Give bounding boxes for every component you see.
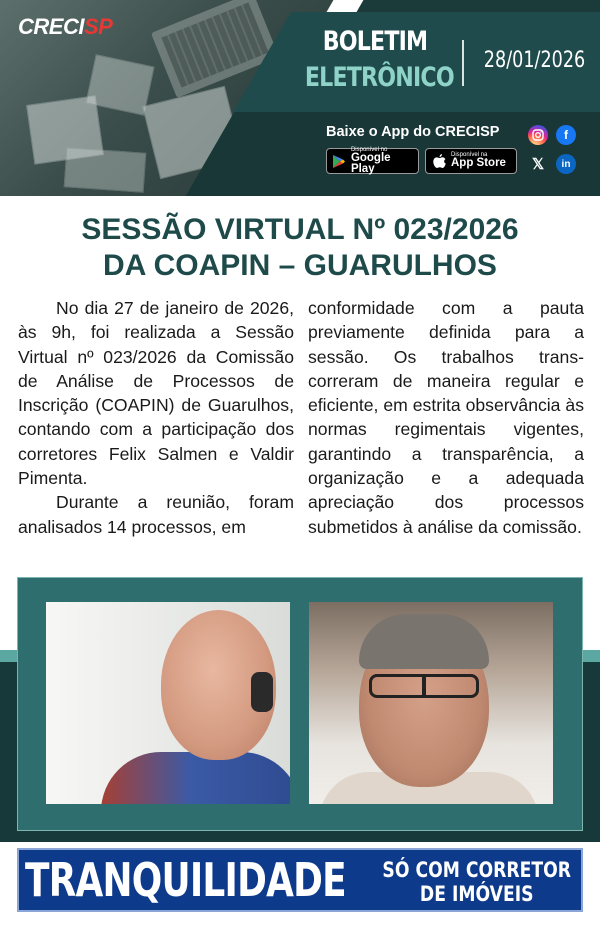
google-play-small: Disponível no xyxy=(350,146,388,153)
article-title xyxy=(0,212,600,284)
glasses-icon xyxy=(369,674,479,698)
x-twitter-icon[interactable]: 𝕏 xyxy=(531,156,545,173)
article-paragraph-2-continued: conformidade com a pauta previamente definida para a sessão. Os trabalhos transcorreram de maneira regular e eficiente, em estrita observância às normas regimentais vigentes, garantindo a transparência, a organização e a adequada apreciação dos processos submetidos à análise da comissão. xyxy=(308,298,584,537)
headset-icon xyxy=(251,672,273,712)
linkedin-icon[interactable]: in xyxy=(556,154,576,174)
google-play-label: Google Play xyxy=(350,151,391,175)
creci-logo[interactable]: CRECISP xyxy=(18,14,113,39)
app-store-button[interactable] xyxy=(425,148,517,174)
article-paragraph-1: No dia 27 de janeiro de 2026, às 9h, foi realizada a Sessão Virtual nº 023/2026 da Comissão de Análise de Processos de Inscrição (COAPIN) de Guarulhos, contando com a participação dos corretores Felix Salmen e Valdir Pimenta. xyxy=(18,298,294,489)
app-store-small: Disponível na xyxy=(451,152,488,159)
google-play-icon xyxy=(332,153,347,169)
banner-sub-line1: SÓ COM CORRETOR xyxy=(382,858,571,882)
participant-photo-left xyxy=(46,602,290,804)
app-store-label: App Store xyxy=(451,157,506,170)
banner-main-text: TRANQUILIDADE xyxy=(25,853,346,907)
participant-photo-right xyxy=(309,602,553,804)
instagram-icon[interactable] xyxy=(528,125,548,145)
boletim-title: BOLETIM xyxy=(322,26,428,57)
banner-sub-text xyxy=(382,858,571,906)
issue-date: 28/01/2026 xyxy=(483,48,586,73)
app-download-prompt: Baixe o App do CRECISP xyxy=(326,124,500,140)
footer-banner[interactable] xyxy=(17,848,583,912)
header-divider xyxy=(462,40,464,86)
google-play-button[interactable] xyxy=(326,148,419,174)
header-banner xyxy=(0,0,600,196)
facebook-icon[interactable]: f xyxy=(556,125,576,145)
article-paragraph-2: Durante a reunião, foram analisados 14 processos, em xyxy=(18,492,294,537)
apple-icon xyxy=(431,153,447,169)
article-title-line1: SESSÃO VIRTUAL Nº 023/2026 xyxy=(81,213,519,246)
banner-sub-line2: DE IMÓVEIS xyxy=(419,882,534,906)
article-column-right xyxy=(308,296,584,539)
bottom-strip xyxy=(0,920,600,931)
article-title-line2: DA COAPIN – GUARULHOS xyxy=(103,249,497,282)
eletronico-title: ELETRÔNICO xyxy=(304,62,454,93)
article-column-left xyxy=(18,296,294,539)
